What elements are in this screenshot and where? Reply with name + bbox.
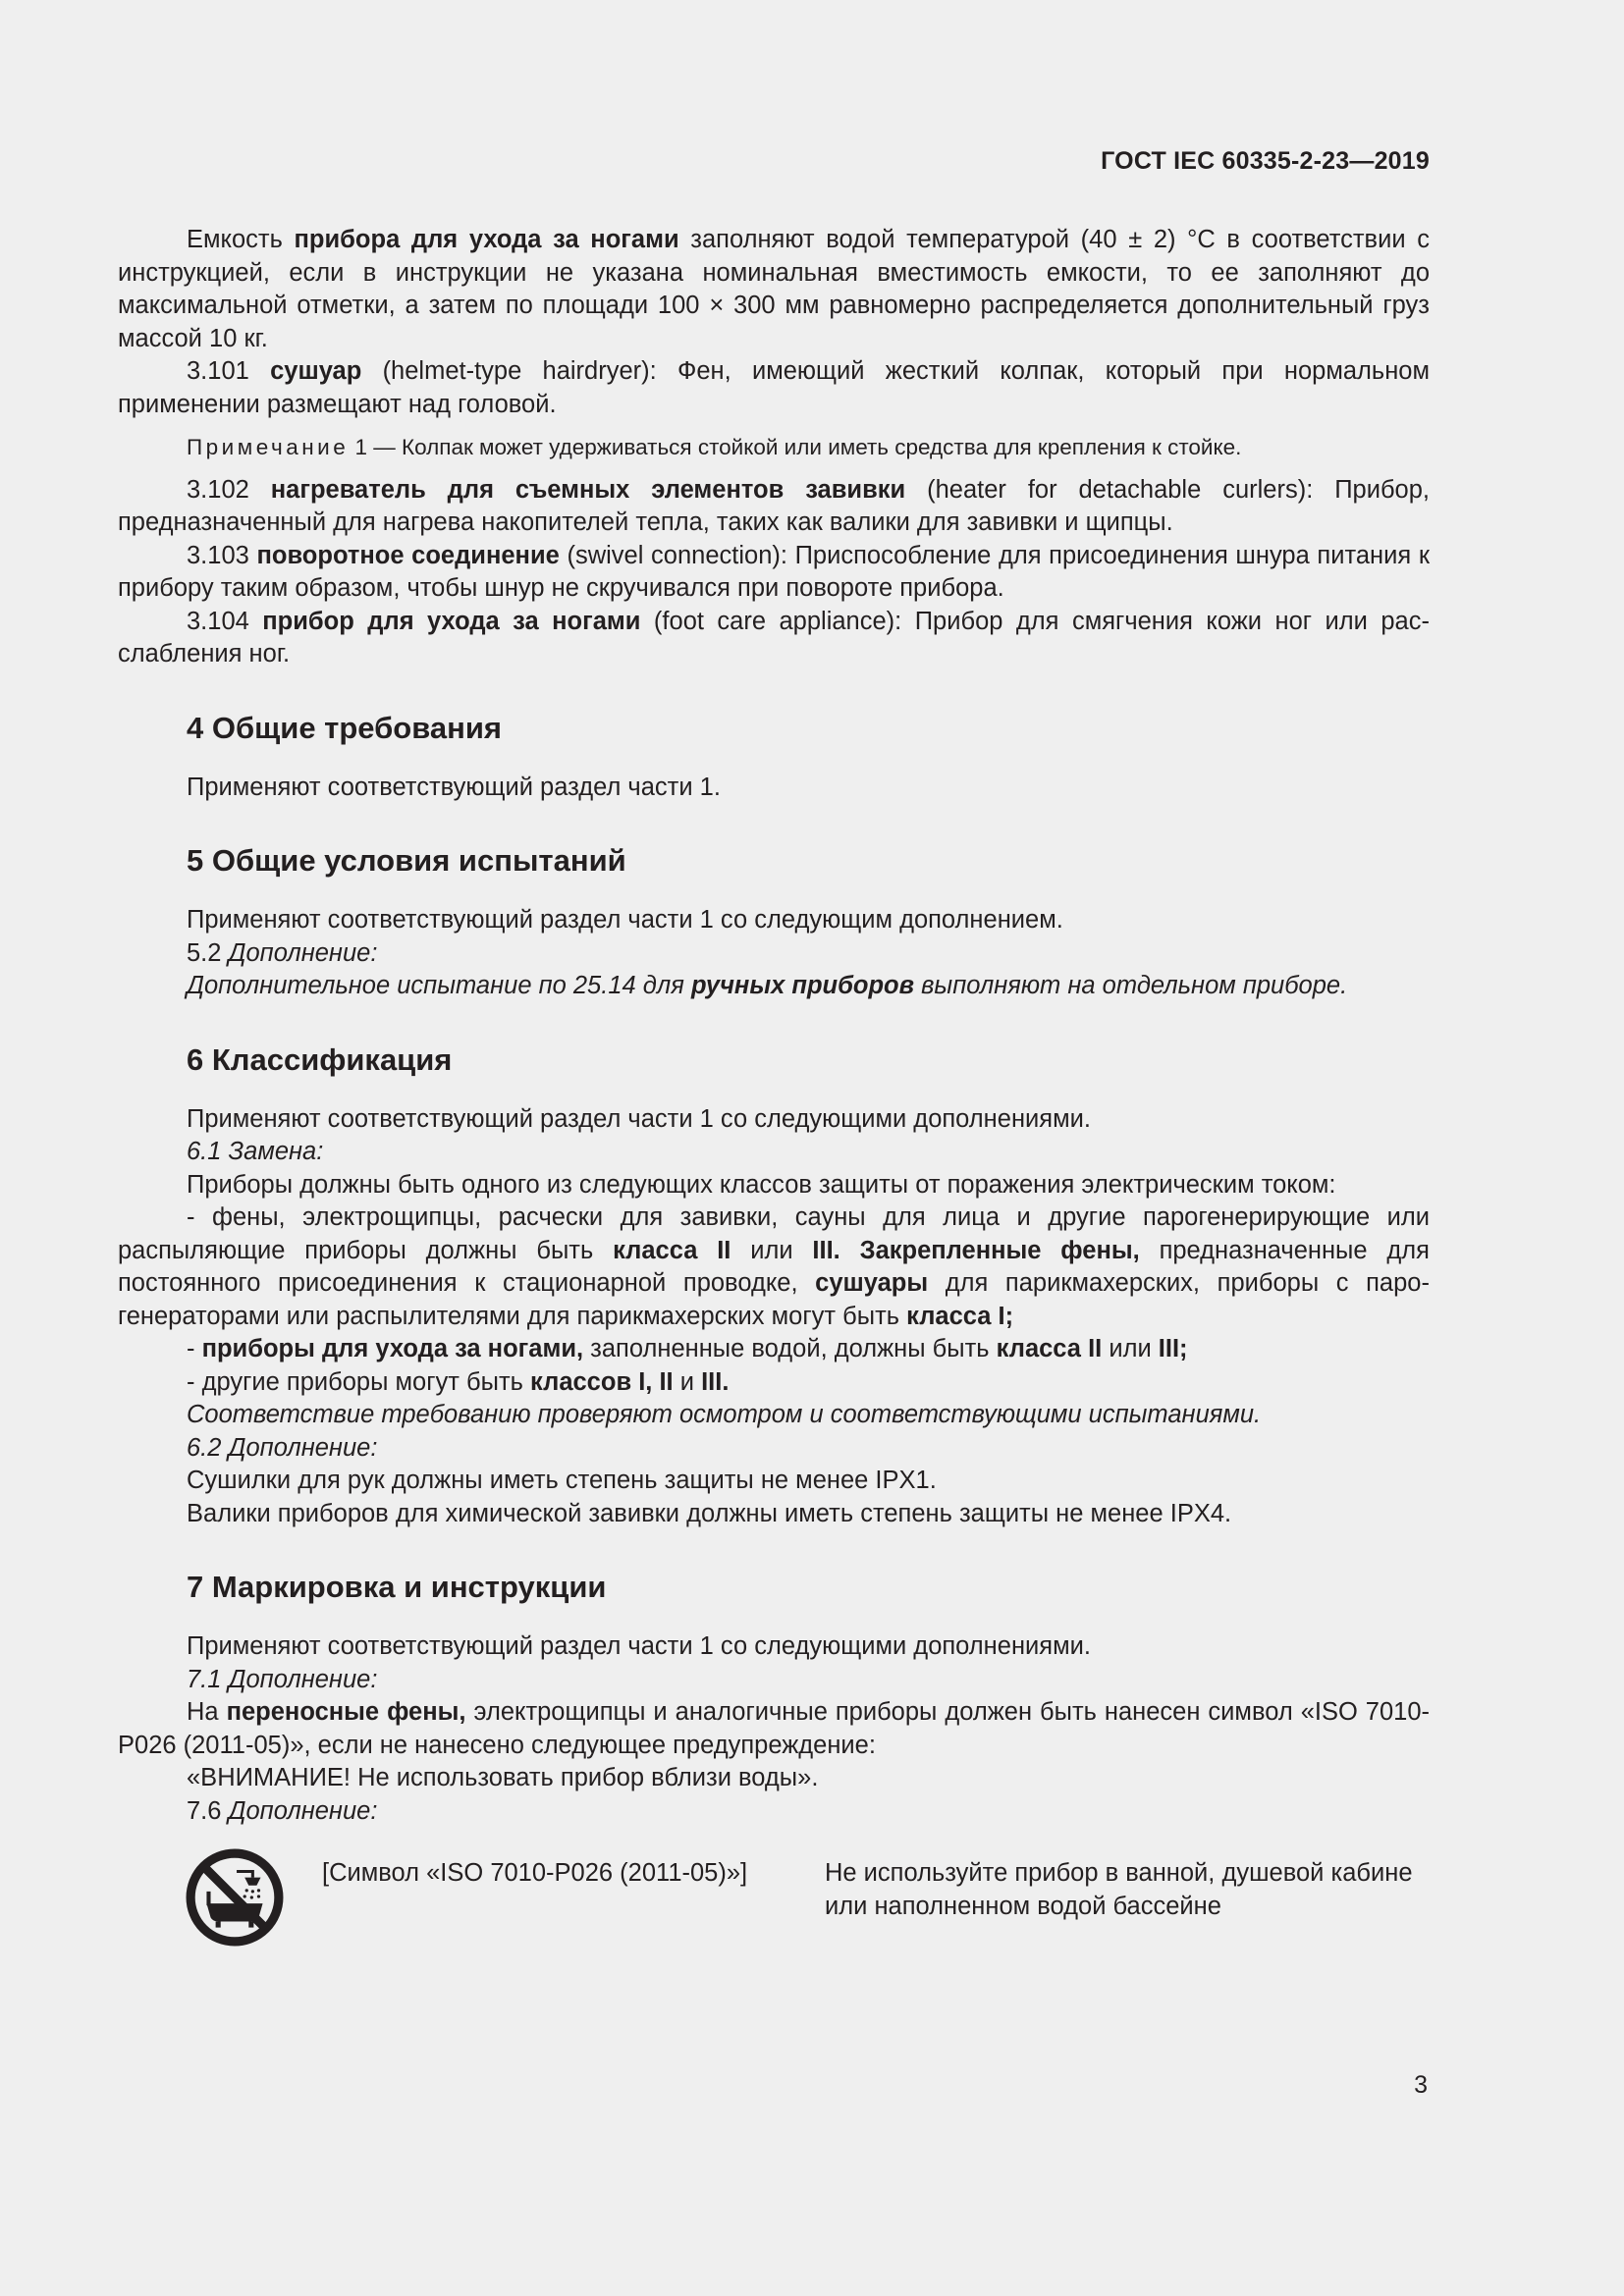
section-6-text: Применяют соответствующий раздел части 1 со следующими дополнениями. <box>187 1104 1091 1133</box>
standard-code-header: ГОСТ IEC 60335-2-23—2019 <box>1101 147 1430 175</box>
section-7-text: Применяют соответствующий раздел части 1 со следующими дополнениями. <box>187 1632 1091 1660</box>
section-6-1-text: Приборы должны быть одного из следующих классов защиты от поражения электрическим током: <box>187 1170 1336 1199</box>
warning-text: «ВНИМАНИЕ! Не использовать прибор вблизи воды». <box>187 1764 819 1791</box>
definition-3-102: 3.102 нагреватель для съемных элементов завивки (heater for detachable curlers): Прибор, предназначенный для нагрева накопителей тепла, таких как валики для завивки и щипцы. <box>118 475 1430 536</box>
section-7-6-label: 7.6 Дополнение: <box>187 1796 378 1825</box>
section-6-heading: 6 Классификация <box>187 1041 453 1077</box>
definition-3-103: 3.103 поворотное соединение (swivel connection): Приспособление для присоединения шнура питания к прибору таким образом, чтобы шнур не скручивался при повороте прибора. <box>118 541 1430 602</box>
section-4-heading: 4 Общие требования <box>187 710 502 745</box>
section-6-compliance-check: Соответствие требованию проверяют осмотром и соответствующими испытаниями. <box>187 1401 1262 1428</box>
symbol-row <box>118 1845 1430 1953</box>
section-5-text: Применяют соответствующий раздел части 1 со следующим дополнением. <box>187 906 1063 934</box>
section-7-1-text: На переносные фены, электрощипцы и аналогичные приборы должен быть нанесен символ «ISO 7010-P026 (2011-05)», если не нанесено следующее предупреждение: <box>118 1698 1430 1759</box>
no-bathtub-shower-icon <box>185 1847 285 1948</box>
section-7-heading: 7 Маркировка и инструкции <box>187 1570 607 1604</box>
section-6-1-item-2: - приборы для ухода за ногами, заполненные водой, должны быть класса II или III; <box>187 1335 1188 1362</box>
section-6-2-text-2: Валики приборов для химической завивки должны иметь степень защиты не менее IPX4. <box>187 1499 1232 1527</box>
section-5-2-text: Дополнительное испытание по 25.14 для ручных приборов выполняют на отдельном приборе. <box>187 972 1348 999</box>
page-number: 3 <box>1414 2071 1428 2099</box>
section-6-2-text-1: Сушилки для рук должны иметь степень защиты не менее IPX1. <box>187 1467 937 1494</box>
section-5-2-label: 5.2 Дополнение: <box>187 938 378 967</box>
note-1: Примечание 1 — Колпак может удерживаться стойкой или иметь средства для крепления к стойке. <box>187 435 1242 459</box>
section-6-1-item-1: - фены, электрощипцы, расчески для завивки, сауны для лица и другие парогенерирующие или распыляющие приборы должны быть класса II или III. Закрепленные фены, предназначенные для постоянного присоединения к стационарной проводке, сушуары для парикмахерских, приборы с парогенераторами или распылителями для парикмахерских могут быть класса I; <box>118 1203 1430 1330</box>
symbol-code: [Символ «ISO 7010-P026 (2011-05)»] <box>322 1859 748 1887</box>
section-5-heading: 5 Общие условия испытаний <box>187 843 626 878</box>
definition-3-104: 3.104 прибор для ухода за ногами (foot care appliance): Прибор для смягчения кожи ног или расслабления ног. <box>118 607 1430 667</box>
section-6-2-label: 6.2 Дополнение: <box>187 1433 378 1462</box>
definition-3-101: 3.101 сушуар (helmet-type hairdryer): Фен, имеющий жесткий колпак, который при нормальном применении размещают над головой. <box>118 357 1431 418</box>
page-content <box>118 224 1430 1953</box>
section-7-1-label: 7.1 Дополнение: <box>187 1665 378 1693</box>
section-6-1-label: 6.1 Замена: <box>187 1138 324 1165</box>
section-6-1-item-3: - другие приборы могут быть классов I, II и III. <box>187 1367 730 1396</box>
symbol-description: Не используйте прибор в ванной, душевой кабине или наполненном водой бассейне <box>825 1859 1413 1920</box>
intro-paragraph: Емкость прибора для ухода за ногами заполняют водой температурой (40 ± 2) °С в соответствии с инструкцией, если в инструкции не указана номинальная вместимость емкости, то ее заполняют до максимальной отметки, а затем по площади 100 × 300 мм равномерно распределяется дополнительный груз массой 10 кг. <box>118 226 1430 352</box>
section-4-text: Применяют соответствующий раздел части 1. <box>187 773 721 801</box>
